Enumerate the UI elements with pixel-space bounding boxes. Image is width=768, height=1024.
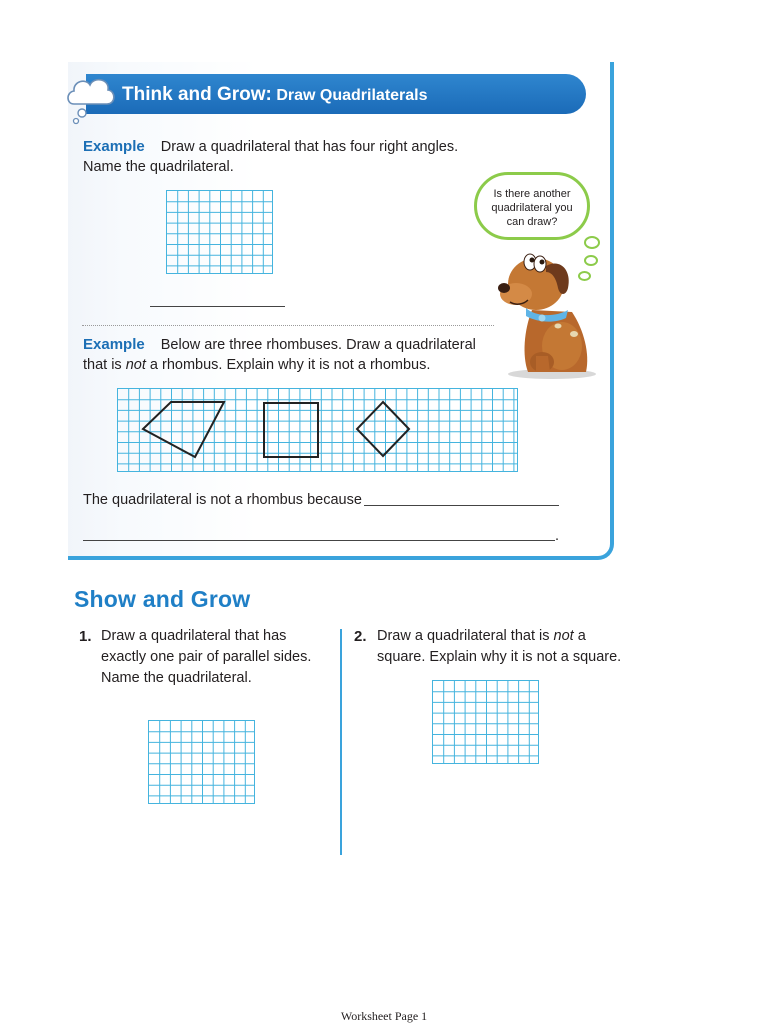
think-grow-title-part2: Draw Quadrilaterals xyxy=(276,87,428,104)
q1-line2: exactly one pair of parallel sides. xyxy=(101,649,312,665)
rhombus-parallelogram xyxy=(143,402,224,457)
q2-line2: square. Explain why it is not a square. xyxy=(377,649,622,665)
thought-bubble-line2: quadrilateral you xyxy=(491,202,573,214)
q2-line1-pre: Draw a quadrilateral that is xyxy=(377,628,554,644)
grid-q1[interactable] xyxy=(148,720,255,804)
grid-lines xyxy=(433,681,538,763)
rhombus-diamond xyxy=(357,402,409,456)
example1-line1: Draw a quadrilateral that has four right angles. xyxy=(160,139,459,155)
answer-line-explain[interactable] xyxy=(83,540,555,541)
think-grow-title xyxy=(122,80,428,110)
example2-line2 xyxy=(83,355,430,376)
rhombus-shapes xyxy=(117,388,518,472)
q2-line1-em: not xyxy=(553,628,574,644)
example2-line2-em: not xyxy=(125,357,146,373)
answer-line-because[interactable] xyxy=(364,505,559,506)
thought-bubble-line1: Is there another xyxy=(493,188,571,200)
q2-text xyxy=(377,626,621,668)
end-period: . xyxy=(555,528,560,544)
example2-line2-pre: that is xyxy=(83,357,126,373)
q1-line1: Draw a quadrilateral that has xyxy=(101,628,287,644)
example1-label: Example xyxy=(83,138,145,155)
example2-line2-post: a rhombus. Explain why it is not a rhombus. xyxy=(145,357,431,373)
q1-number: 1. xyxy=(79,628,92,645)
thought-bubble-line3: can draw? xyxy=(506,216,558,228)
question-divider xyxy=(340,629,342,855)
example2-label: Example xyxy=(83,336,145,353)
dog-mascot-icon xyxy=(494,238,598,380)
answer-line-example1[interactable] xyxy=(150,306,285,307)
thought-bubble-text xyxy=(478,187,586,229)
rhombus-square xyxy=(264,403,318,457)
example2-text xyxy=(83,334,476,356)
q2-line1-post: a xyxy=(573,628,586,644)
grid-lines xyxy=(149,721,254,803)
grid-lines xyxy=(167,191,272,273)
show-grow-title: Show and Grow xyxy=(74,586,251,612)
grid-q2[interactable] xyxy=(432,680,539,764)
example1-text xyxy=(83,136,458,158)
cloud-icon xyxy=(64,70,116,126)
q2-number: 2. xyxy=(354,628,367,645)
q2-line1 xyxy=(377,626,621,647)
q1-line3: Name the quadrilateral. xyxy=(101,670,252,686)
example2-line1: Below are three rhombuses. Draw a quadrilateral xyxy=(160,337,476,353)
q1-text xyxy=(101,626,311,689)
section-divider xyxy=(82,325,494,326)
page-footer: Worksheet Page 1 xyxy=(340,1009,428,1023)
because-text: The quadrilateral is not a rhombus because xyxy=(83,492,362,508)
think-grow-title-part1: Think and Grow: xyxy=(122,84,272,105)
grid-example1[interactable] xyxy=(166,190,273,274)
example1-line2: Name the quadrilateral. xyxy=(83,159,234,175)
